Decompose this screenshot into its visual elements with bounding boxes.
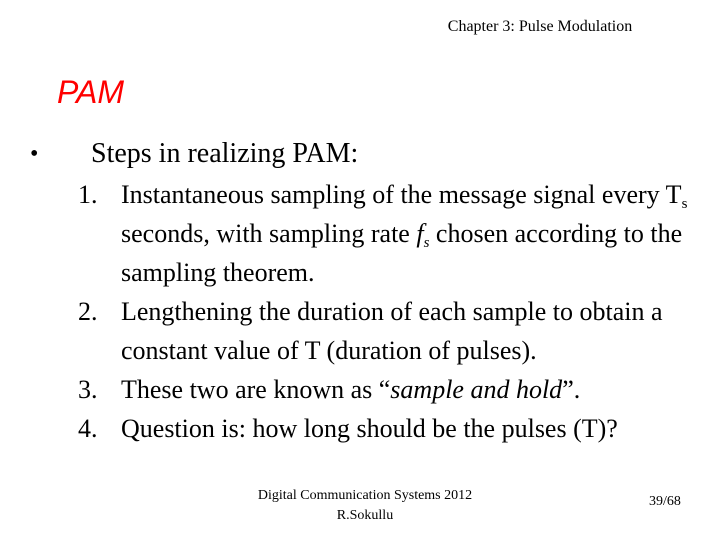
footer-author: R.Sokullu xyxy=(336,508,394,523)
footer-course: Digital Communication Systems 2012 xyxy=(257,488,473,503)
step-item xyxy=(78,409,708,448)
step-number: 2. xyxy=(78,297,98,326)
step-text: s xyxy=(423,235,430,251)
step-text: ”. xyxy=(562,375,581,404)
step-text: sample and hold xyxy=(390,375,563,404)
step-text: These two are known as “ xyxy=(121,375,391,404)
footer-course-info xyxy=(240,486,490,526)
step-text: f xyxy=(416,219,424,248)
step-text: s xyxy=(681,196,688,212)
step-item xyxy=(78,292,708,370)
step-item xyxy=(78,370,708,409)
step-number: 3. xyxy=(78,375,98,404)
step-text: Lengthening the duration of each sample to obtain a constant value of T (duration of pulses). xyxy=(121,297,663,365)
bullet-dot: • xyxy=(30,141,39,167)
steps-list xyxy=(78,175,708,448)
step-text: seconds, with sampling rate xyxy=(121,219,417,248)
step-number: 4. xyxy=(78,414,98,443)
bullet-text: Steps in realizing PAM: xyxy=(91,138,359,169)
step-text: Instantaneous sampling of the message signal every T xyxy=(121,180,682,209)
page-number: 39/68 xyxy=(649,494,681,509)
slide-title: PAM xyxy=(57,74,124,110)
step-text: chosen according to the sampling theorem. xyxy=(121,219,683,287)
step-item xyxy=(78,175,708,292)
step-number: 1. xyxy=(78,180,98,209)
step-text: Question is: how long should be the pulses (T)? xyxy=(121,414,618,443)
chapter-header: Chapter 3: Pulse Modulation xyxy=(447,18,633,35)
